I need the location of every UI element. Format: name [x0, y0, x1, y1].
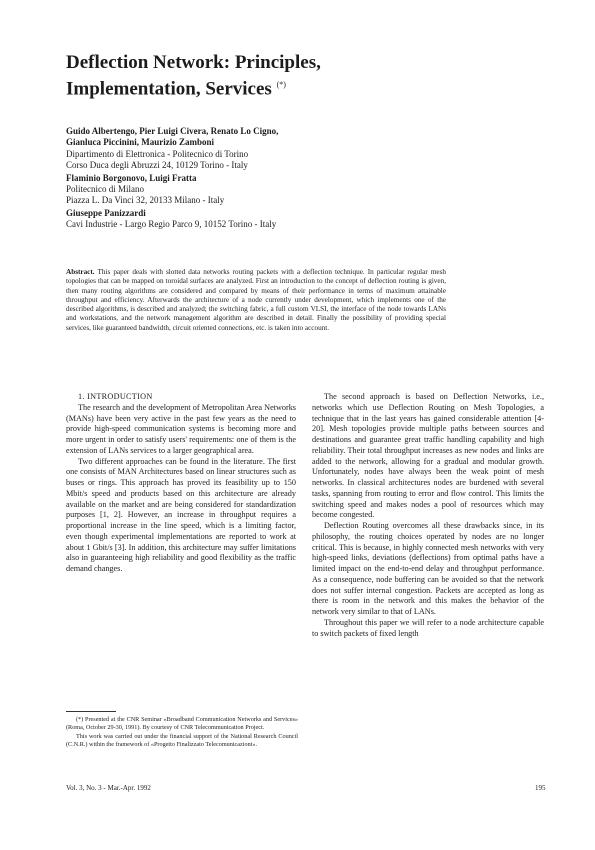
footnote: (*) Presented at the CNR Seminar «Broadband Communication Networks and Services» (Roma, October 29-30, 1991). By courtesy of CNR Telecommunication Project. [66, 716, 298, 731]
abstract [66, 268, 446, 333]
paragraph: The second approach is based on Deflection Networks, i.e., networks which use Deflection Routing on Mesh Topologies, a technique that in the last years has gained considerable attention [4-20]. Mesh topologies provide multiple paths between sources and destinations and guarantee great traffic handling capability and high reliability. Their total throughput increases as new nodes and links are added to the network, allowing for a gradual and modular growth. Unfortunately, nodes have always been the weak point of mesh networks. In classical architectures nodes are burdened with several tasks, spanning from routing to error and flow control. This limits the switching speed and makes nodes a pool of resources which may become congested. [312, 392, 544, 520]
title-line-2 [66, 74, 396, 100]
footnotes [66, 716, 298, 750]
page-number: 195 [535, 784, 546, 792]
affiliation-address: Corso Duca degli Abruzzi 24, 10129 Torino - Italy [66, 160, 248, 171]
left-column [66, 392, 296, 575]
paragraph: Throughout this paper we will refer to a node architecture capable to switch packets of fixed length [312, 617, 544, 638]
paragraph: The research and the development of Metropolitan Area Networks (MANs) have been very active in the past few years as the need to provide high-speed communication systems is becoming more and more urgent in order to satisfy users' requirements: one of them is the extension of LANs services to a larger geographical area. [66, 402, 296, 455]
affiliation-line: Politecnico di Milano [66, 184, 144, 195]
right-column [312, 392, 544, 639]
author-names-line-1: Guido Albertengo, Pier Luigi Civera, Renato Lo Cigno, [66, 126, 279, 136]
title-line-2-text: Implementation, Services [66, 78, 272, 100]
abstract-text: This paper deals with slotted data networks routing packets with a deflection technique. In particular regular mesh topologies that can be mapped on toroidal surfaces are analyzed. First an introduction to the concept of deflection routing is given, then many routing algorithms are considered and compared by means of their performance in terms of maximum attainable throughput and efficiency. Afterwards the architecture of a node currently under development, which implements one of the described algorithms, is described and analyzed; the switching fabric, a full custom VLSI, the interface of the node towards LANs and workstations, and the network management algorithm are described in detail. Finally the possibility of providing special services, like guaranteed bandwidth, circuit oriented connections, etc. is taken into account. [66, 268, 446, 332]
paragraph: Deflection Routing overcomes all these drawbacks since, in its philosophy, the routing choices operated by nodes are no longer critical. This is because, in highly connected mesh networks with very high-speed links, deviations (deflections) from optimal paths have a limited impact on the end-to-end delay and throughput performance. As a consequence, node buffering can be avoided so that the network does not suffer internal congestion. Packets are accepted as long as there is room in the network and this makes the behavior of the network very similar to that of LANs. [312, 521, 544, 616]
footnote-divider [66, 711, 116, 712]
author-group-torino [66, 126, 426, 172]
journal-volume: Vol. 3, No. 3 - Mar.-Apr. 1992 [66, 784, 151, 792]
section-heading: 1. INTRODUCTION [78, 392, 153, 401]
affiliation-address: Piazza L. Da Vinci 32, 20133 Milano - Italy [66, 195, 225, 206]
author-block [66, 126, 426, 232]
author-names-line-2: Gianluca Piccinini, Maurizio Zamboni [66, 137, 215, 148]
abstract-label: Abstract. [66, 268, 95, 276]
paper-title [66, 52, 396, 100]
affiliation-line: Cavi Industrie - Largo Regio Parco 9, 10152 Torino - Italy [66, 219, 277, 230]
paragraph: Two different approaches can be found in the literature. The first one consists of MAN Architectures based on linear structures such as buses or rings. This approach has proved its feasibility up to 150 Mbit/s speed and products based on this architecture are already available on the market and are being considered for standardization purposes [1, 2]. However, an increase in throughput requires a proportional increase in the line speed, which is a limiting factor, even though experimental implementations are reported to work at about 1 Gbit/s [3]. In addition, this architecture may suffer limitations also in guaranteeing high reliability and good flexibility as the traffic demand changes. [66, 456, 296, 573]
author-names: Flaminio Borgonovo, Luigi Fratta [66, 172, 197, 183]
footnote: This work was carried out under the financial support of the National Research Council (C.N.R.) within the framework of «Progetto Finalizzato Telecomunicazioni». [66, 733, 298, 748]
author-names: Giuseppe Panizzardi [66, 207, 146, 218]
author-group-milano [66, 173, 426, 207]
affiliation-line: Dipartimento di Elettronica - Politecnico di Torino [66, 148, 249, 159]
title-footnote-mark: (*) [276, 80, 286, 89]
author-group-cavi [66, 208, 426, 231]
title-line-1: Deflection Network: Principles, [66, 52, 321, 73]
